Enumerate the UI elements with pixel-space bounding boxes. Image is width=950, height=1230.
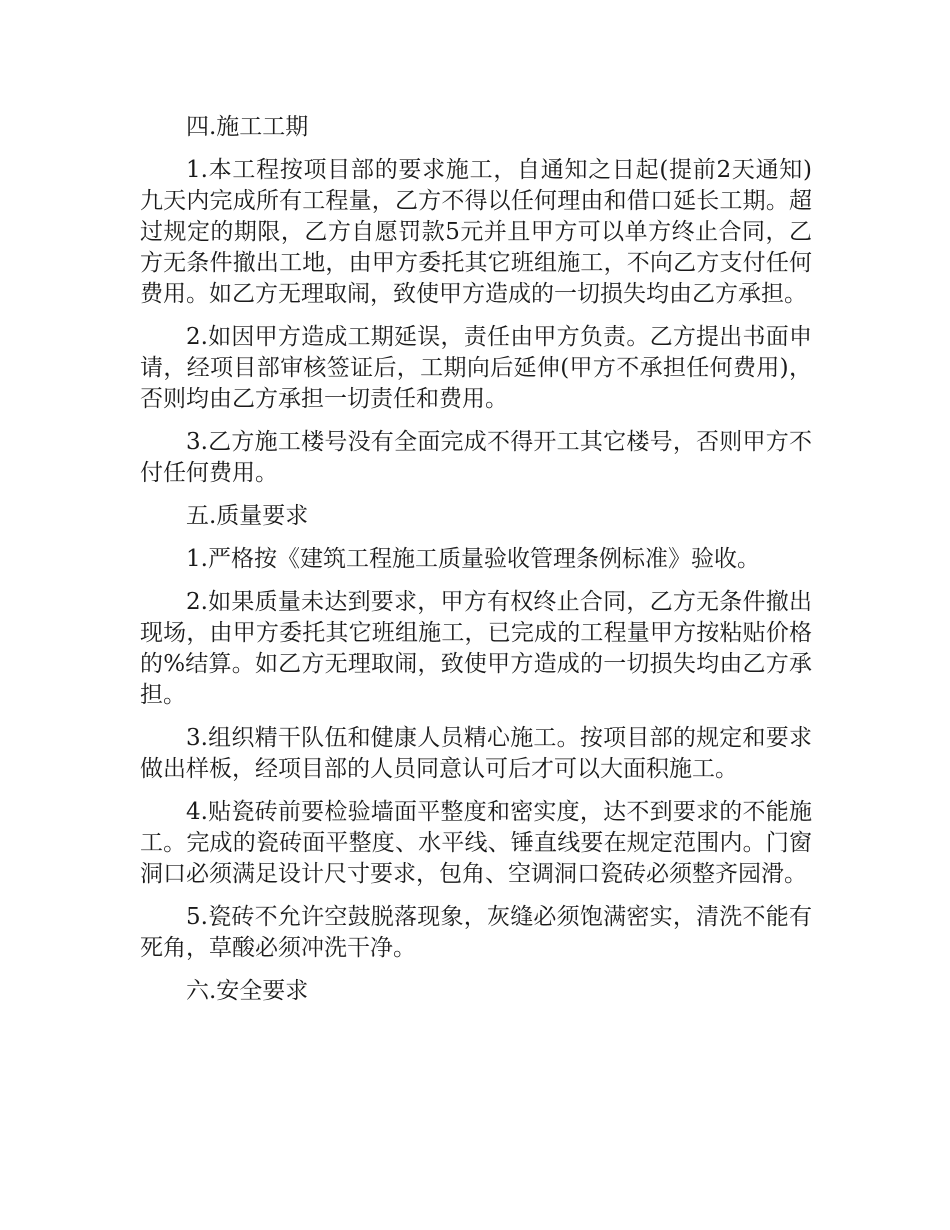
section-heading-quality: 五.质量要求	[186, 503, 309, 529]
section-heading-safety: 六.安全要求	[186, 978, 309, 1004]
paragraph-schedule-1: 1.本工程按项目部的要求施工，自通知之日起(提前2天通知)九天内完成所有工程量，乙方不得以任何理由和借口延长工期。超过规定的期限，乙方自愿罚款5元并且甲方可以单方终止合同，乙方无条件撤出工地，由甲方委托其它班组施工，不向乙方支付任何费用。如乙方无理取闹，致使甲方造成的一切损失均由乙方承担。	[140, 157, 812, 307]
document-page	[140, 112, 812, 1019]
paragraph-schedule-2: 2.如因甲方造成工期延误，责任由甲方负责。乙方提出书面申请，经项目部审核签证后，工期向后延伸(甲方不承担任何费用)，否则均由乙方承担一切责任和费用。	[140, 324, 812, 412]
section-heading-schedule: 四.施工工期	[186, 114, 309, 140]
paragraph-schedule-3: 3.乙方施工楼号没有全面完成不得开工其它楼号，否则甲方不付任何费用。	[140, 429, 812, 486]
paragraph-quality-4: 4.贴瓷砖前要检验墙面平整度和密实度，达不到要求的不能施工。完成的瓷砖面平整度、水平线、锤直线要在规定范围内。门窗洞口必须满足设计尺寸要求，包角、空调洞口瓷砖必须整齐园滑。	[140, 799, 812, 887]
paragraph-quality-1: 1.严格按《建筑工程施工质量验收管理条例标准》验收。	[186, 546, 760, 572]
paragraph-quality-2: 2.如果质量未达到要求，甲方有权终止合同，乙方无条件撤出现场，由甲方委托其它班组施工，已完成的工程量甲方按粘贴价格的%结算。如乙方无理取闹，致使甲方造成的一切损失均由乙方承担。	[140, 589, 812, 708]
paragraph-quality-3: 3.组织精干队伍和健康人员精心施工。按项目部的规定和要求做出样板，经项目部的人员同意认可后才可以大面积施工。	[140, 725, 812, 782]
paragraph-quality-5: 5.瓷砖不允许空鼓脱落现象，灰缝必须饱满密实，清洗不能有死角，草酸必须冲洗干净。	[140, 904, 812, 961]
